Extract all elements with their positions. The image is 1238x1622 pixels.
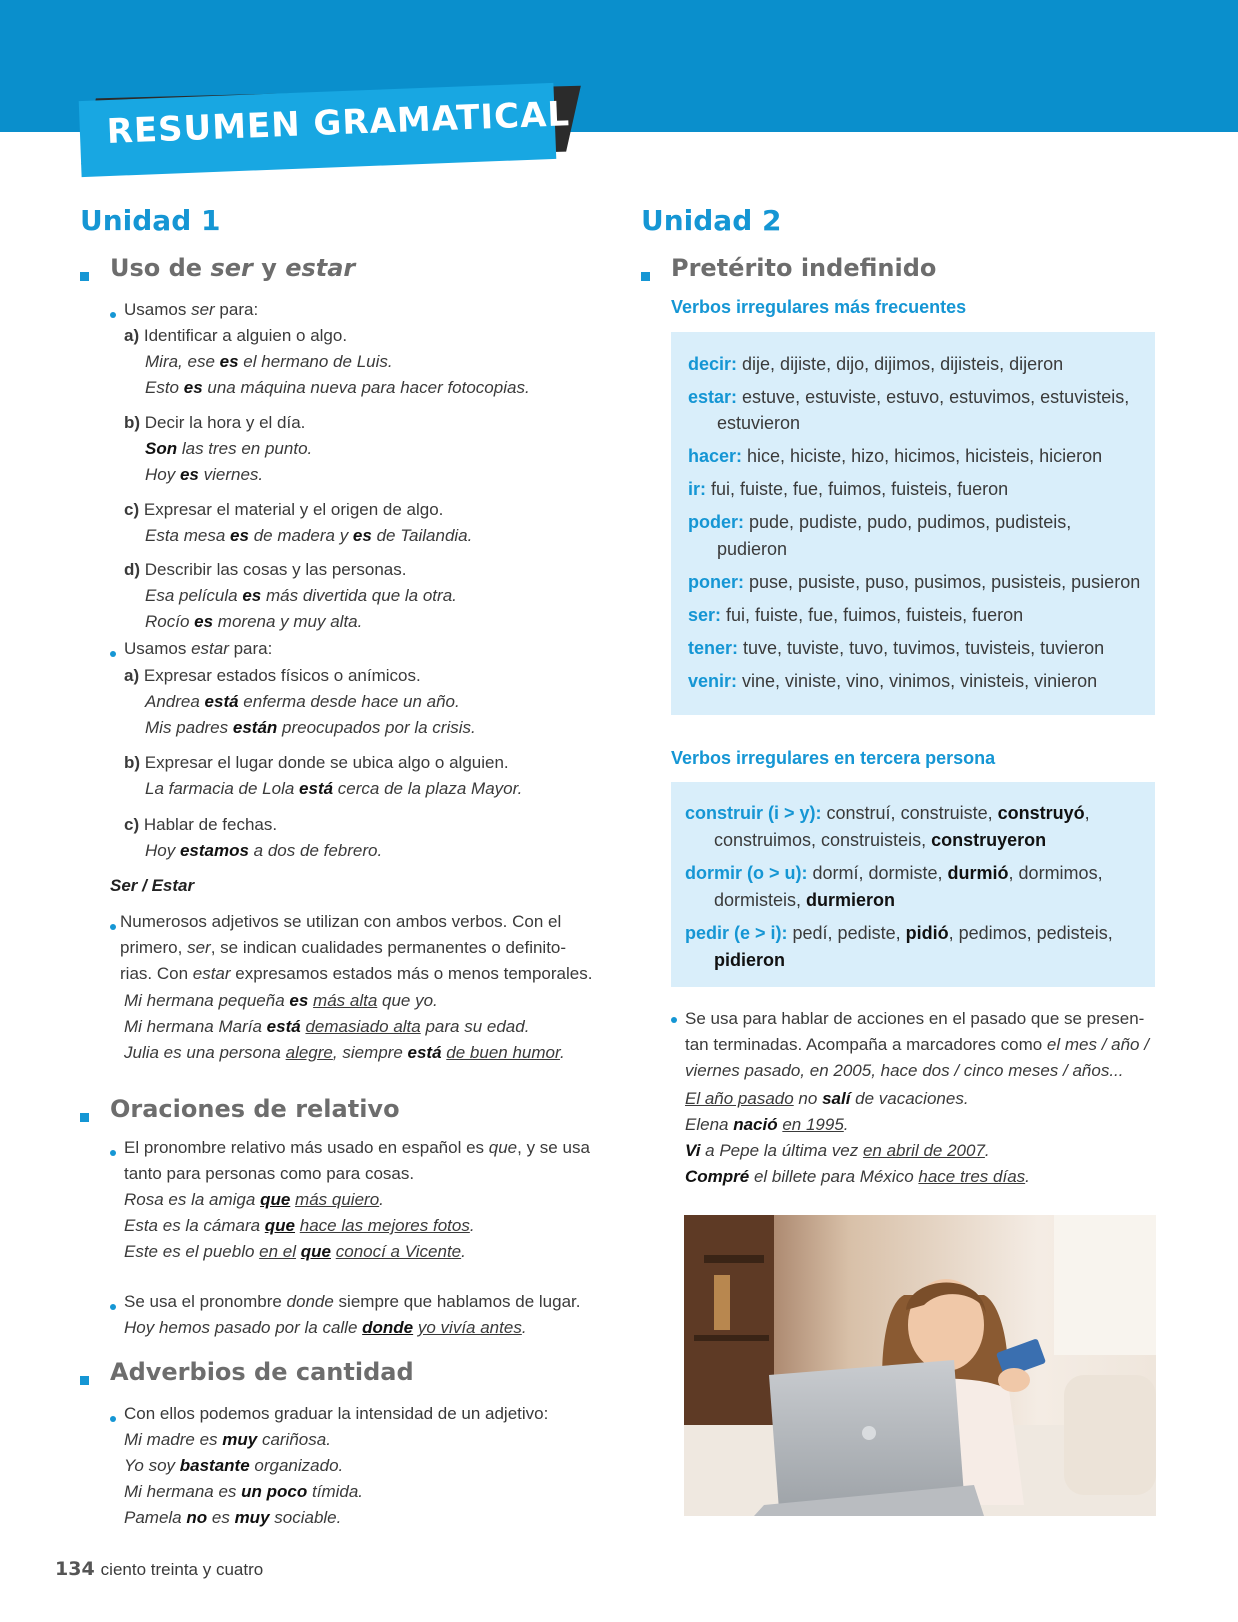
example-line: Esta mesa es de madera y es de Tailandia.	[145, 526, 473, 545]
estar-item-b: b) Expresar el lugar donde se ubica algo o alguien.	[124, 753, 509, 772]
verb-line-dormir: dormir (o > u): dormí, dormiste, durmió, dormimos,	[685, 863, 1103, 883]
unit1-title: Unidad 1	[80, 204, 221, 237]
example-line: Vi a Pepe la última vez en abril de 2007.	[685, 1141, 990, 1160]
ser-intro: Usamos ser para:	[124, 300, 259, 319]
example-line: Julia es una persona alegre, siempre está de buen humor.	[124, 1043, 565, 1062]
verb-line-hacer: hacer: hice, hiciste, hizo, hicimos, hicisteis, hicieron	[688, 446, 1103, 466]
section-bullet-icon	[80, 1113, 89, 1122]
section-bullet-icon	[641, 272, 650, 281]
section-title-ser-estar: Uso de ser y estar	[110, 254, 356, 282]
page-number-words: ciento treinta y cuatro	[100, 1560, 264, 1579]
page-footer	[55, 1558, 263, 1580]
bullet-dot-icon	[110, 312, 116, 318]
section-bullet-icon	[80, 272, 89, 281]
verb-line-continuation: pidieron	[714, 950, 785, 970]
verb-line-continuation: pudieron	[717, 539, 788, 559]
estar-item-c: c) Hablar de fechas.	[124, 815, 278, 834]
example-line: Mira, ese es el hermano de Luis.	[145, 352, 393, 371]
subheading-frequent-verbs: Verbos irregulares más frecuentes	[671, 297, 967, 317]
example-line: Rosa es la amiga que más quiero.	[124, 1190, 384, 1209]
page-number: 134	[55, 1558, 95, 1580]
photo-woman-laptop	[684, 1215, 1156, 1516]
bullet-dot-icon	[110, 924, 116, 930]
paragraph-line: primero, ser, se indican cualidades permanentes o definito-	[120, 938, 567, 957]
paragraph-line: Se usa el pronombre donde siempre que hablamos de lugar.	[124, 1292, 581, 1311]
unit2-title: Unidad 2	[641, 204, 782, 237]
example-line: Mi hermana pequeña es más alta que yo.	[124, 991, 438, 1010]
verb-line-pedir: pedir (e > i): pedí, pediste, pidió, pedimos, pedisteis,	[685, 923, 1113, 943]
example-line: Esa película es más divertida que la otra.	[145, 586, 457, 605]
verb-line-continuation: estuvieron	[717, 413, 801, 433]
example-line: Mi madre es muy cariñosa.	[124, 1430, 331, 1449]
section-title-adverbios: Adverbios de cantidad	[110, 1358, 414, 1386]
ser-item-c: c) Expresar el material y el origen de algo.	[124, 500, 444, 519]
section-bullet-icon	[80, 1376, 89, 1385]
paragraph-line: Numerosos adjetivos se utilizan con ambos verbos. Con el	[120, 912, 562, 931]
section-title-preterito: Pretérito indefinido	[671, 254, 937, 282]
verb-line-construir: construir (i > y): construí, construiste, construyó,	[685, 803, 1090, 823]
verb-line-ser: ser: fui, fuiste, fue, fuimos, fuisteis, fueron	[688, 605, 1024, 625]
paragraph-line: El pronombre relativo más usado en español es que, y se usa	[124, 1138, 590, 1157]
verb-line-estar: estar: estuve, estuviste, estuvo, estuvimos, estuvisteis,	[688, 387, 1130, 407]
paragraph-line: viernes pasado, en 2005, hace dos / cinco meses / años...	[685, 1061, 1124, 1080]
example-line: Hoy hemos pasado por la calle donde yo vivía antes.	[124, 1318, 527, 1337]
verb-line-tener: tener: tuve, tuviste, tuvo, tuvimos, tuvisteis, tuvieron	[688, 638, 1105, 658]
bullet-dot-icon	[110, 1304, 116, 1310]
ser-item-b: b) Decir la hora y el día.	[124, 413, 306, 432]
example-line: Esto es una máquina nueva para hacer fotocopias.	[145, 378, 530, 397]
estar-intro: Usamos estar para:	[124, 639, 273, 658]
ser-item-a: a) Identificar a alguien o algo.	[124, 326, 348, 345]
photo-illustration	[684, 1215, 1156, 1516]
banner-title: RESUMEN GRAMATICAL	[106, 94, 571, 152]
verb-line-decir: decir: dije, dijiste, dijo, dijimos, dijisteis, dijeron	[688, 354, 1064, 374]
example-line: Yo soy bastante organizado.	[124, 1456, 344, 1475]
paragraph-line: Con ellos podemos graduar la intensidad de un adjetivo:	[124, 1404, 549, 1423]
verb-line-continuation: dormisteis, durmieron	[714, 890, 896, 910]
verb-line-continuation: construimos, construisteis, construyeron	[714, 830, 1047, 850]
example-line: Hoy estamos a dos de febrero.	[145, 841, 383, 860]
example-line: La farmacia de Lola está cerca de la plaza Mayor.	[145, 779, 523, 798]
example-line: Hoy es viernes.	[145, 465, 264, 484]
bullet-dot-icon	[110, 1416, 116, 1422]
example-line: Esta es la cámara que hace las mejores fotos.	[124, 1216, 475, 1235]
example-line: Compré el billete para México hace tres días.	[685, 1167, 1030, 1186]
example-line: Andrea está enferma desde hace un año.	[145, 692, 460, 711]
paragraph-line: Se usa para hablar de acciones en el pasado que se presen-	[685, 1009, 1145, 1028]
section-title-relativo: Oraciones de relativo	[110, 1095, 400, 1123]
ser-estar-label: Ser / Estar	[110, 876, 195, 895]
verb-line-poder: poder: pude, pudiste, pudo, pudimos, pudisteis,	[688, 512, 1072, 532]
example-line: El año pasado no salí de vacaciones.	[685, 1089, 969, 1108]
estar-item-a: a) Expresar estados físicos o anímicos.	[124, 666, 421, 685]
bullet-dot-icon	[110, 1150, 116, 1156]
paragraph-line: rias. Con estar expresamos estados más o menos temporales.	[120, 964, 593, 983]
example-line: Pamela no es muy sociable.	[124, 1508, 342, 1527]
example-line: Mi hermana es un poco tímida.	[124, 1482, 364, 1501]
verb-line-venir: venir: vine, viniste, vino, vinimos, vinisteis, vinieron	[688, 671, 1098, 691]
ser-item-d: d) Describir las cosas y las personas.	[124, 560, 407, 579]
verb-line-poner: poner: puse, pusiste, puso, pusimos, pusisteis, pusieron	[688, 572, 1141, 592]
bullet-dot-icon	[671, 1017, 677, 1023]
paragraph-line: tan terminadas. Acompaña a marcadores como el mes / año /	[685, 1035, 1149, 1054]
example-line: Mis padres están preocupados por la crisis.	[145, 718, 476, 737]
example-line: Elena nació en 1995.	[685, 1115, 849, 1134]
example-line: Rocío es morena y muy alta.	[145, 612, 363, 631]
paragraph-line: tanto para personas como para cosas.	[124, 1164, 415, 1183]
verb-line-ir: ir: fui, fuiste, fue, fuimos, fuisteis, fueron	[688, 479, 1009, 499]
bullet-dot-icon	[110, 651, 116, 657]
example-line: Son las tres en punto.	[145, 439, 313, 458]
subheading-third-person: Verbos irregulares en tercera persona	[671, 748, 996, 768]
example-line: Mi hermana María está demasiado alta para su edad.	[124, 1017, 530, 1036]
example-line: Este es el pueblo en el que conocí a Vicente.	[124, 1242, 466, 1261]
